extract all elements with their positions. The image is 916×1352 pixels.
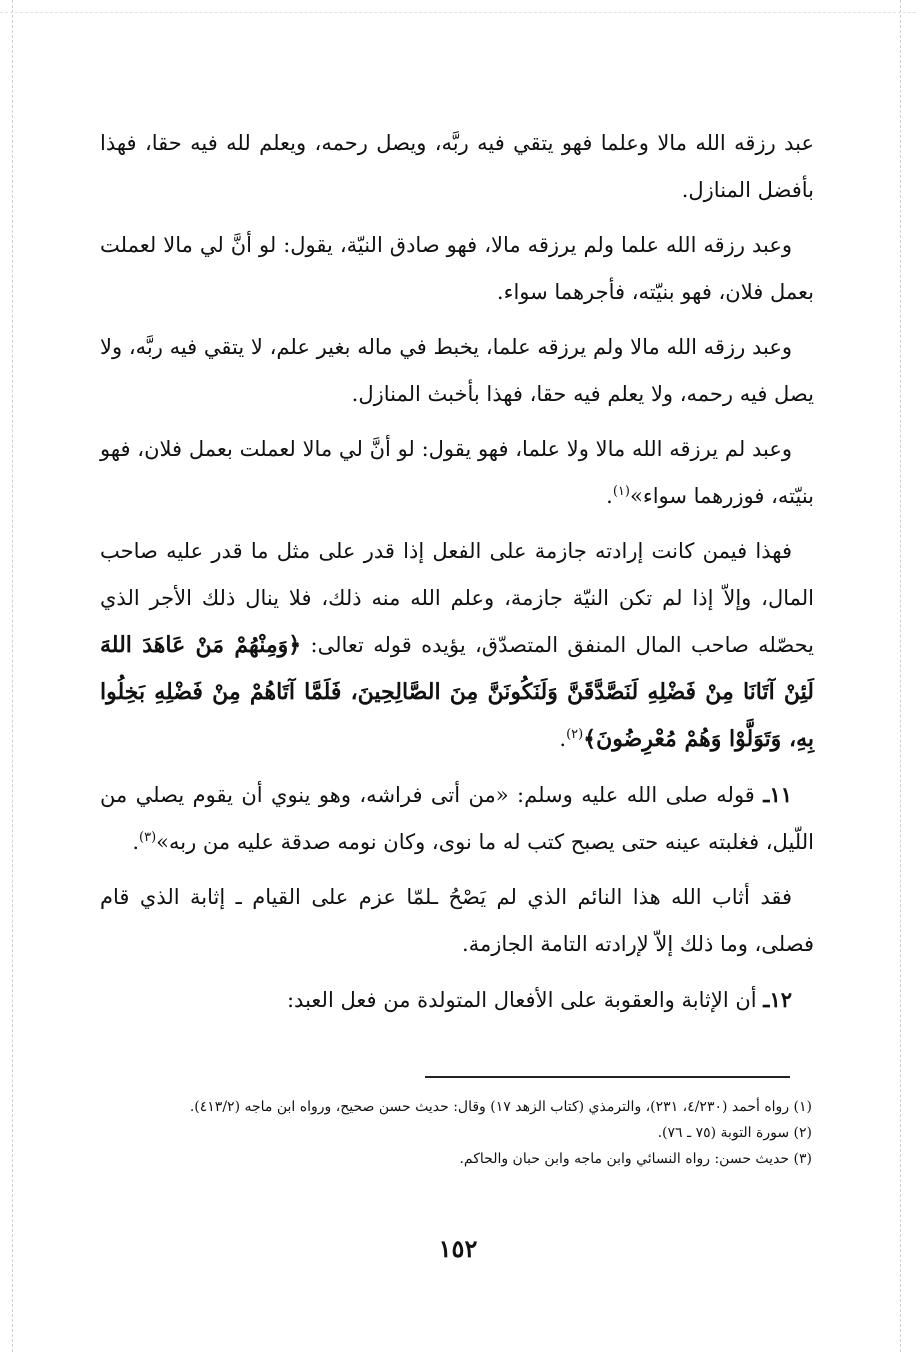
main-text <box>100 120 814 1032</box>
page-number: ١٥٢ <box>438 1234 478 1263</box>
footnote-ref: (٣) <box>139 830 157 845</box>
footnotes <box>108 1094 812 1172</box>
scan-guide-left <box>12 0 13 1352</box>
paragraph: وعبد رزقه الله مالا ولم يرزقه علما، يخبط في ماله بغير علم، لا يتقي فيه ربَّه، ولا يصل فيه رحمه، ولا يعلم فيه حقا، فهذا بأخبث المنازل. <box>100 335 814 406</box>
paragraph: ١٢ـ أن الإثابة والعقوبة على الأفعال المتولدة من فعل العبد: <box>286 987 792 1012</box>
scan-guide-top <box>0 12 916 13</box>
footnote-separator <box>425 1076 790 1078</box>
paragraph: عبد رزقه الله مالا وعلما فهو يتقي فيه ربَّه، ويصل رحمه، ويعلم لله فيه حقا، فهذا بأفضل المنازل. <box>100 131 814 202</box>
footnote-ref: (١) <box>612 484 630 499</box>
footnote: (٢) سورة التوبة (٧٥ ـ ٧٦). <box>657 1125 812 1141</box>
paragraph: ١١ـ قوله صلى الله عليه وسلم: «من أتى فراشه، وهو ينوي أن يقوم يصلي من اللّيل، فغلبته عينه حتى يصبح كتب له ما نوى، وكان نومه صدقة عليه من ربه»$^{(٣)}$. <box>100 782 814 854</box>
paragraph: وعبد رزقه الله علما ولم يرزقه مالا، فهو صادق النيّة، يقول: لو أنَّ لي مالا لعملت بعمل فلان، فهو بنيّته، فأجرهما سواء. <box>100 233 814 304</box>
paragraph: فهذا فيمن كانت إرادته جازمة على الفعل إذا قدر على مثل ما قدر عليه صاحب المال، وإلاّ إذا لم تكن النيّة جازمة، وعلم الله منه ذلك، فلا ينال ذلك الأجر الذي يحصّله صاحب المال المنفق المتصدّق، يؤيده قوله تعالى: ﴿وَمِنْهُمْ مَنْ عَاهَدَ اللهَ لَئِنْ آتَانَا مِنْ فَضْلِهِ لَنَصَّدَّقَنَّ وَلَنَكُونَنَّ مِنَ الصَّالِحِينَ، فَلَمَّا آتَاهُمْ مِنْ فَضْلِهِ بَخِلُوا بِهِ، وَتَوَلَّوْا وَهُمْ مُعْرِضُونَ﴾$^{(٢)}$. <box>100 539 814 752</box>
paragraph: فقد أثاب الله هذا النائم الذي لم يَصْحُ ـلمّا عزم على القيام ـ إثابة الذي قام فصلى، وما ذلك إلاّ لإرادته التامة الجازمة. <box>100 885 814 956</box>
item-number: ١١ـ <box>763 782 792 807</box>
item-number: ١٢ـ <box>763 987 792 1012</box>
footnote: (١) رواه أحمد (٤/٢٣٠، ٢٣١)، والترمذي (كتاب الزهد ١٧) وقال: حديث حسن صحيح، ورواه ابن ماجه (٤١٣/٢). <box>189 1099 812 1115</box>
quran-verse: ﴿وَمِنْهُمْ مَنْ عَاهَدَ اللهَ لَئِنْ آتَانَا مِنْ فَضْلِهِ لَنَصَّدَّقَنَّ وَلَنَكُونَنَّ مِنَ الصَّالِحِينَ، فَلَمَّا آتَاهُمْ مِنْ فَضْلِهِ بَخِلُوا بِهِ، وَتَوَلَّوْا وَهُمْ مُعْرِضُونَ﴾ <box>100 632 814 752</box>
footnote: (٣) حديث حسن: رواه النسائي وابن ماجه وابن حبان والحاكم. <box>459 1151 812 1167</box>
footnote-ref: (٢) <box>566 727 584 742</box>
paragraph: وعبد لم يرزقه الله مالا ولا علما، فهو يقول: لو أنَّ لي مالا لعملت بعمل فلان، فهو بنيّته، فوزرهما سواء»$^{(١)}$. <box>100 437 814 508</box>
scan-guide-right <box>900 0 901 1352</box>
